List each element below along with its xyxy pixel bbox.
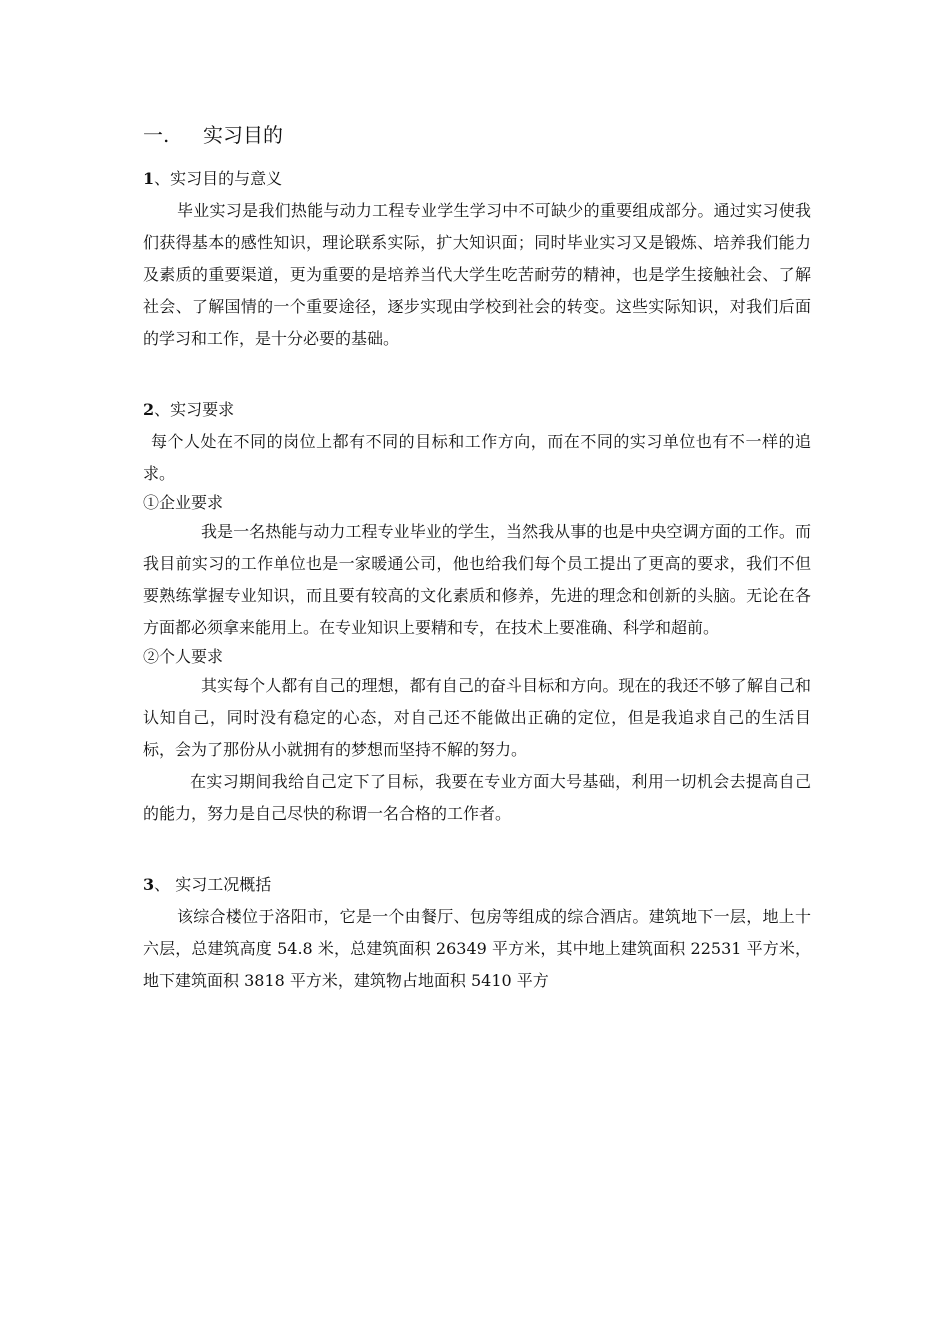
subsection-number-2: 2: [143, 400, 155, 419]
document-body: [143, 116, 811, 997]
section-title: 实习目的: [203, 123, 283, 147]
paragraph-overview: 该综合楼位于洛阳市，它是一个由餐厅、包房等组成的综合酒店。建筑地下一层，地上十六层，总建筑高度 54.8 米，总建筑面积 26349 平方米，其中地上建筑面积 22531 平方米，地下建筑面积 3818 平方米，建筑物占地面积 5410 平方: [143, 907, 811, 990]
subsection-number-3: 3: [143, 875, 155, 894]
section-heading: [143, 116, 811, 154]
section-spacer: [143, 830, 811, 874]
requirement-heading-enterprise: ①企业要求: [143, 493, 224, 512]
paragraph-purpose: 毕业实习是我们热能与动力工程专业学生学习中不可缺少的重要组成部分。通过实习使我们获得基本的感性知识，理论联系实际，扩大知识面；同时毕业实习又是锻炼、培养我们能力及素质的重要渠道，更为重要的是培养当代大学生吃苦耐劳的精神，也是学生接触社会、了解社会、了解国情的一个重要途径，逐步实现由学校到社会的转变。这些实际知识，对我们后面的学习和工作，是十分必要的基础。: [143, 201, 811, 348]
section-number: 一.: [143, 123, 170, 147]
paragraph-enterprise: 我是一名热能与动力工程专业毕业的学生，当然我从事的也是中央空调方面的工作。而我目前实习的工作单位也是一家暖通公司，他也给我们每个员工提出了更高的要求，我们不但要熟练掌握专业知识，而且要有较高的文化素质和修养，先进的理念和创新的头脑。无论在各方面都必须拿来能用上。在专业知识上要精和专，在技术上要准确、科学和超前。: [143, 522, 811, 637]
section-spacer: [143, 355, 811, 399]
subsection-heading-1: [143, 168, 811, 190]
subsection-number-1: 1: [143, 169, 155, 188]
paragraph-requirements: 每个人处在不同的岗位上都有不同的目标和工作方向，而在不同的实习单位也有不一样的追求。: [143, 432, 811, 483]
paragraph-personal-1: 其实每个人都有自己的理想，都有自己的奋斗目标和方向。现在的我还不够了解自己和认知自己，同时没有稳定的心态，对自己还不能做出正确的定位，但是我追求自己的生活目标，会为了那份从小就拥有的梦想而坚持不解的努力。: [143, 676, 811, 759]
subsection-title-1: 、实习目的与意义: [154, 169, 283, 188]
subsection-heading-3: [143, 874, 811, 896]
paragraph-personal-2: 在实习期间我给自己定下了目标，我要在专业方面大号基础，利用一切机会去提高自己的能力，努力是自己尽快的称谓一名合格的工作者。: [143, 772, 811, 823]
subsection-title-3: 、 实习工况概括: [154, 875, 272, 894]
subsection-title-2: 、实习要求: [154, 400, 235, 419]
requirement-heading-personal: ②个人要求: [143, 647, 224, 666]
subsection-heading-2: [143, 399, 811, 421]
